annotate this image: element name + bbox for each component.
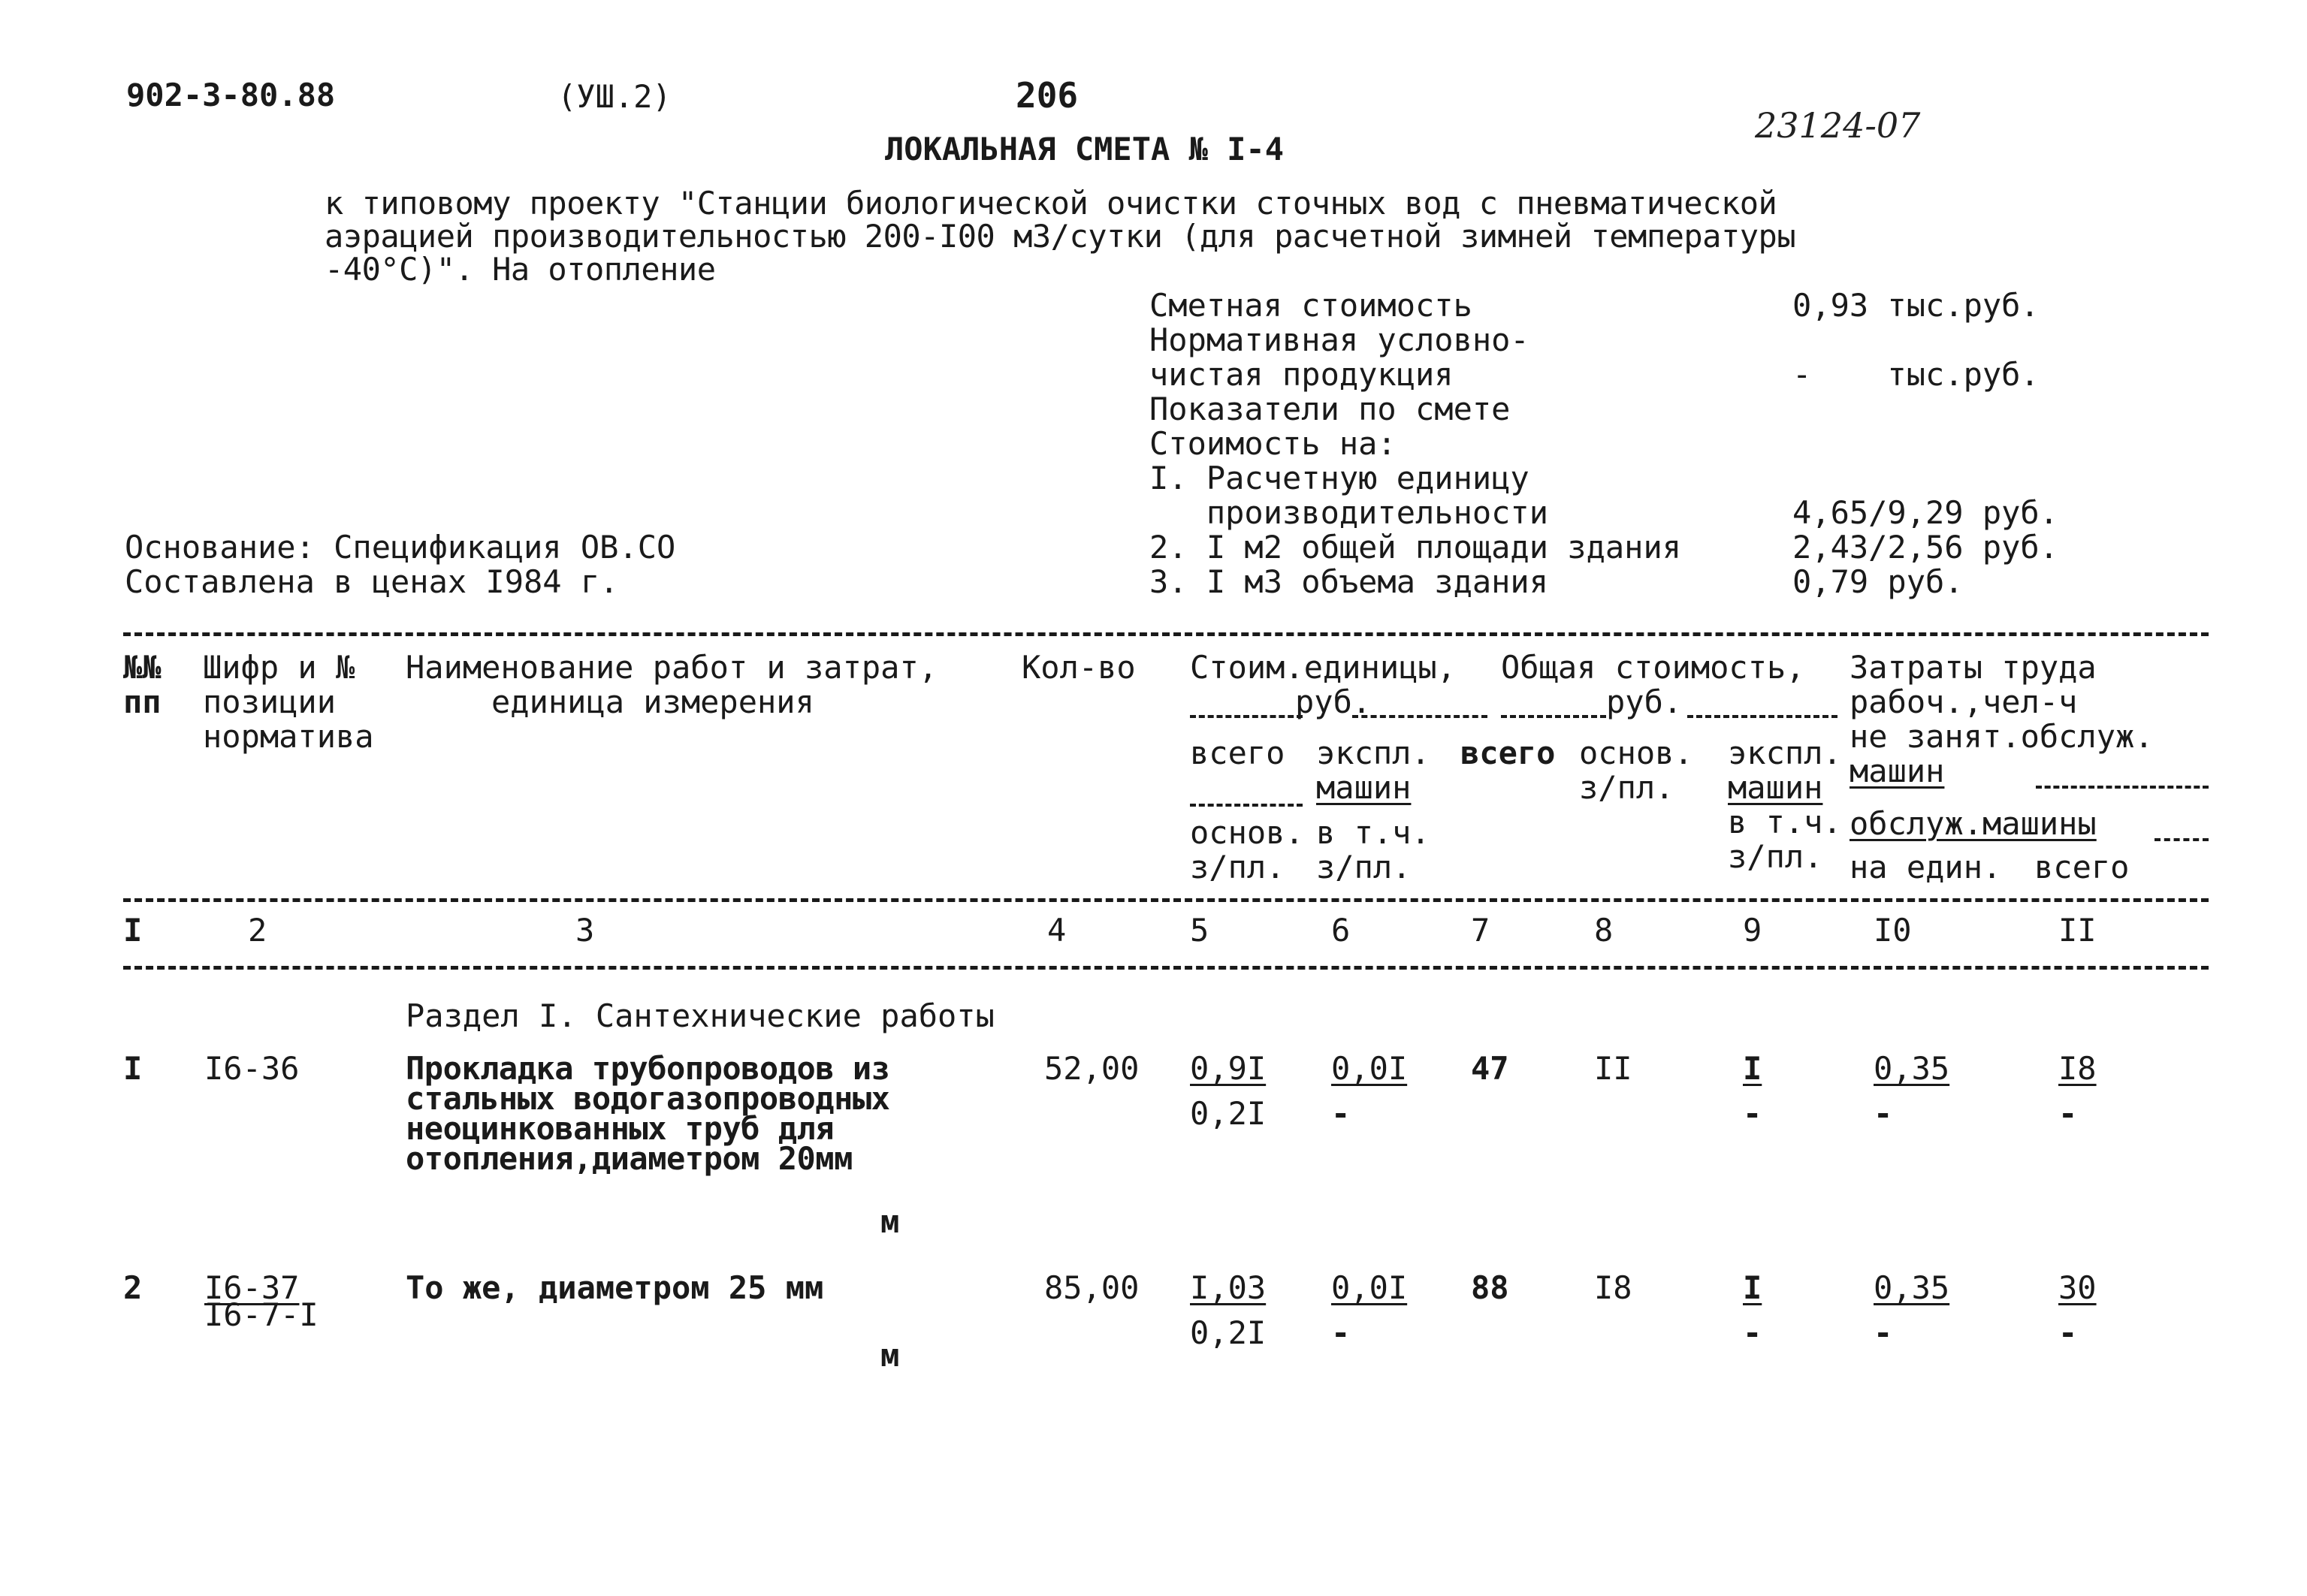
- row-name: стальных водогазопроводных: [406, 1080, 890, 1117]
- row-c9-bottom: -: [1743, 1314, 1762, 1351]
- row-c8: II: [1594, 1050, 1632, 1087]
- column-number: 3: [575, 912, 595, 949]
- column-number: II: [2058, 912, 2097, 949]
- header-col5: всего: [1190, 735, 1285, 771]
- row-c7: 88: [1471, 1269, 1509, 1306]
- subtitle-line-2: аэрацией производительностью 200-I00 м3/сутки (для расчетной зимней температуры: [325, 218, 1796, 255]
- summary-value: 0,93 тыс.руб.: [1792, 287, 2040, 324]
- handwritten-stamp-number: 23124-07: [1755, 105, 1921, 146]
- summary-label: производительности: [1149, 494, 1549, 531]
- summary-value: - тыс.руб.: [1792, 356, 2040, 393]
- header-labor: рабоч.,чел-ч: [1850, 683, 2078, 720]
- summary-label: 3. I м3 объема здания: [1149, 563, 1549, 600]
- header-col6: в т.ч.: [1316, 814, 1430, 851]
- header-code: позиции: [203, 683, 337, 720]
- row-unit: м: [880, 1203, 900, 1240]
- header-col9: машин: [1728, 769, 1823, 806]
- row-c6-top: 0,0I: [1331, 1050, 1408, 1087]
- header-sub-rule: [2155, 838, 2209, 841]
- column-number: 4: [1047, 912, 1067, 949]
- row-number: I: [123, 1050, 143, 1087]
- header-col8: з/пл.: [1579, 769, 1674, 806]
- header-labor: машин: [1850, 753, 1945, 789]
- summary-label: Стоимость на:: [1149, 425, 1397, 462]
- header-num: №№: [123, 649, 162, 686]
- summary-label: Нормативная условно-: [1149, 321, 1529, 358]
- album-number: (УШ.2): [557, 78, 672, 115]
- summary-label: I. Расчетную единицу: [1149, 460, 1529, 496]
- header-sub-rule: [1190, 715, 1303, 718]
- row-name: неоцинкованных труб для: [406, 1110, 835, 1147]
- row-name: То же, диаметром 25 мм: [406, 1269, 824, 1306]
- header-col9: экспл.: [1728, 735, 1842, 771]
- row-c6-bottom: -: [1331, 1095, 1351, 1132]
- header-labor: Затраты труда: [1850, 649, 2097, 686]
- header-sub-rule: [1190, 804, 1303, 807]
- summary-value: 0,79 руб.: [1792, 563, 1964, 600]
- row-c6-bottom: -: [1331, 1314, 1351, 1351]
- header-col5: основ.: [1190, 814, 1304, 851]
- header-col5: з/пл.: [1190, 849, 1285, 885]
- document-title: ЛОКАЛЬНАЯ СМЕТА № I-4: [885, 131, 1285, 167]
- header-qty: Кол-во: [1022, 649, 1136, 686]
- header-code: норматива: [203, 718, 374, 755]
- row-c5-bottom: 0,2I: [1190, 1314, 1267, 1351]
- header-col6: экспл.: [1316, 735, 1430, 771]
- header-labor: не занят.обслуж.: [1850, 718, 2154, 755]
- row-c11-top: I8: [2058, 1050, 2097, 1087]
- header-labor-total: всего: [2034, 849, 2130, 885]
- column-number: I: [123, 912, 143, 949]
- price-level-line: Составлена в ценах I984 г.: [125, 563, 619, 600]
- row-c6-top: 0,0I: [1331, 1269, 1408, 1306]
- header-col6: машин: [1316, 769, 1412, 806]
- header-unit-cost: Стоим.единицы,: [1190, 649, 1457, 686]
- row-unit: м: [880, 1337, 900, 1374]
- row-c9-bottom: -: [1743, 1095, 1762, 1132]
- header-sub-rule: [1352, 715, 1487, 718]
- header-col8: основ.: [1579, 735, 1693, 771]
- header-num: пп: [123, 683, 162, 720]
- column-number: 6: [1331, 912, 1351, 949]
- summary-value: 2,43/2,56 руб.: [1792, 529, 2059, 566]
- header-name: Наименование работ и затрат,: [406, 649, 938, 686]
- row-c7: 47: [1471, 1050, 1509, 1087]
- header-col6: з/пл.: [1316, 849, 1412, 885]
- summary-label: 2. I м2 общей площади здания: [1149, 529, 1682, 566]
- summary-value: 4,65/9,29 руб.: [1792, 494, 2059, 531]
- summary-label: чистая продукция: [1149, 356, 1454, 393]
- basis-line: Основание: Спецификация ОВ.СО: [125, 529, 676, 566]
- row-c9-top: I: [1743, 1050, 1762, 1087]
- summary-label: Показатели по смете: [1149, 391, 1511, 427]
- header-sub-rule: [2036, 786, 2209, 789]
- row-code: I6-7-I: [204, 1296, 319, 1333]
- table-top-rule: [123, 632, 2209, 636]
- header-bottom-rule: [123, 898, 2209, 902]
- summary-label: Сметная стоимость: [1149, 287, 1472, 324]
- column-number: 7: [1471, 912, 1490, 949]
- header-col9: з/пл.: [1728, 838, 1823, 875]
- header-col7: всего: [1460, 735, 1556, 771]
- column-number: 2: [248, 912, 267, 949]
- row-c10-top: 0,35: [1874, 1050, 1950, 1087]
- page-number: 206: [1016, 75, 1079, 116]
- row-name: Прокладка трубопроводов из: [406, 1050, 890, 1087]
- row-qty: 85,00: [1044, 1269, 1140, 1306]
- subtitle-line-3: -40°С)". На отопление: [325, 251, 716, 288]
- column-number: 8: [1594, 912, 1614, 949]
- row-code: I6-36: [204, 1050, 300, 1087]
- row-c9-top: I: [1743, 1269, 1762, 1306]
- row-c11-bottom: -: [2058, 1095, 2078, 1132]
- header-col9: в т.ч.: [1728, 804, 1842, 840]
- row-c10-bottom: -: [1874, 1314, 1893, 1351]
- header-labor-unit: на един.: [1850, 849, 2002, 885]
- row-c10-top: 0,35: [1874, 1269, 1950, 1306]
- row-c10-bottom: -: [1874, 1095, 1893, 1132]
- subtitle-line-1: к типовому проекту "Станции биологической очистки сточных вод с пневматической: [325, 185, 1777, 222]
- header-labor: обслуж.машины: [1850, 805, 2097, 842]
- project-code: 902-3-80.88: [126, 77, 336, 113]
- header-total-cost-rub: руб.: [1606, 683, 1683, 720]
- header-code: Шифр и №: [203, 649, 355, 686]
- row-c11-top: 30: [2058, 1269, 2097, 1306]
- column-number-rule: [123, 966, 2209, 970]
- header-sub-rule: [1501, 715, 1606, 718]
- row-c5-bottom: 0,2I: [1190, 1095, 1267, 1132]
- header-total-cost: Общая стоимость,: [1501, 649, 1805, 686]
- header-name: единица измерения: [491, 683, 814, 720]
- row-c11-bottom: -: [2058, 1314, 2078, 1351]
- section-title: Раздел I. Сантехнические работы: [406, 997, 995, 1034]
- row-code: I6-37: [204, 1269, 300, 1306]
- column-number: I0: [1874, 912, 1912, 949]
- row-c8: I8: [1594, 1269, 1632, 1306]
- header-unit-cost-rub: руб.: [1295, 683, 1372, 720]
- column-number: 9: [1743, 912, 1762, 949]
- row-number: 2: [123, 1269, 143, 1306]
- row-qty: 52,00: [1044, 1050, 1140, 1087]
- row-c5-top: 0,9I: [1190, 1050, 1267, 1087]
- header-sub-rule: [1687, 715, 1837, 718]
- row-name: отопления,диаметром 20мм: [406, 1140, 853, 1177]
- column-number: 5: [1190, 912, 1209, 949]
- row-c5-top: I,03: [1190, 1269, 1267, 1306]
